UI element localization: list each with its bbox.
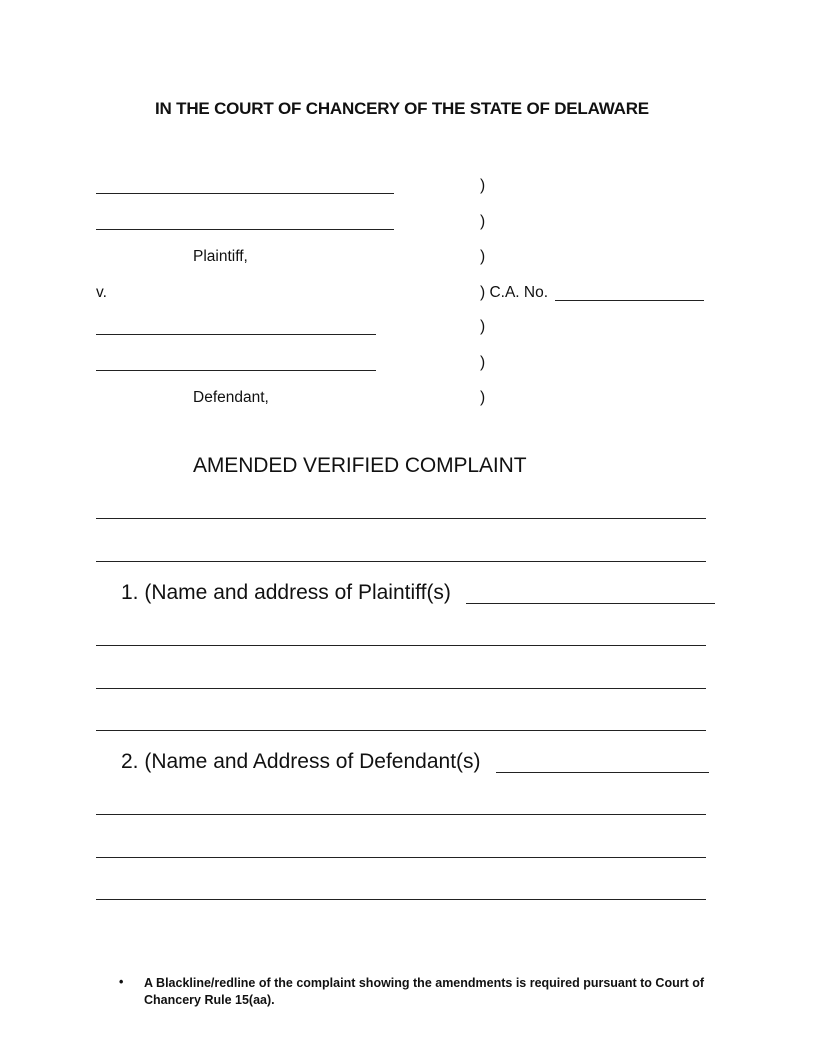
defendant-address-line-1[interactable] (96, 814, 706, 815)
plaintiff-address-line-2[interactable] (96, 688, 706, 689)
plaintiff-name-line-1[interactable] (96, 193, 394, 194)
blank-line[interactable] (96, 561, 706, 562)
court-title (0, 99, 816, 119)
plaintiff-address-inline-line[interactable] (466, 603, 715, 604)
plaintiff-address-line-1[interactable] (96, 645, 706, 646)
case-number-label: ) C.A. No. (480, 284, 549, 301)
court-title-text: IN THE COURT OF CHANCERY OF THE STATE OF DELAWARE (155, 99, 649, 118)
item-plaintiff-address-label: 1. (Name and address of Plaintiff(s) (121, 581, 451, 604)
plaintiff-address-line-3[interactable] (96, 730, 706, 731)
caption-paren: ) (480, 213, 486, 230)
versus-label: v. (96, 284, 107, 301)
defendant-label: Defendant, (193, 389, 269, 406)
caption-paren: ) (480, 354, 486, 371)
defendant-address-line-2[interactable] (96, 857, 706, 858)
footnote-text: A Blackline/redline of the complaint showing the amendments is required pursuant to Court of Chancery Rule 15(aa). (144, 976, 705, 1007)
caption-paren: ) (480, 318, 486, 335)
case-number-line[interactable] (555, 300, 704, 301)
caption-paren: ) (480, 389, 486, 406)
bullet-icon: • (119, 975, 124, 989)
plaintiff-name-line-2[interactable] (96, 229, 394, 230)
defendant-name-line-1[interactable] (96, 334, 376, 335)
caption-paren: ) (480, 248, 486, 265)
blank-line[interactable] (96, 518, 706, 519)
defendant-name-line-2[interactable] (96, 370, 376, 371)
caption-paren: ) (480, 177, 486, 194)
plaintiff-label: Plaintiff, (193, 248, 248, 265)
item-defendant-address-label: 2. (Name and Address of Defendant(s) (121, 750, 481, 773)
defendant-address-inline-line[interactable] (496, 772, 709, 773)
defendant-address-line-3[interactable] (96, 899, 706, 900)
document-title: AMENDED VERIFIED COMPLAINT (193, 454, 527, 477)
